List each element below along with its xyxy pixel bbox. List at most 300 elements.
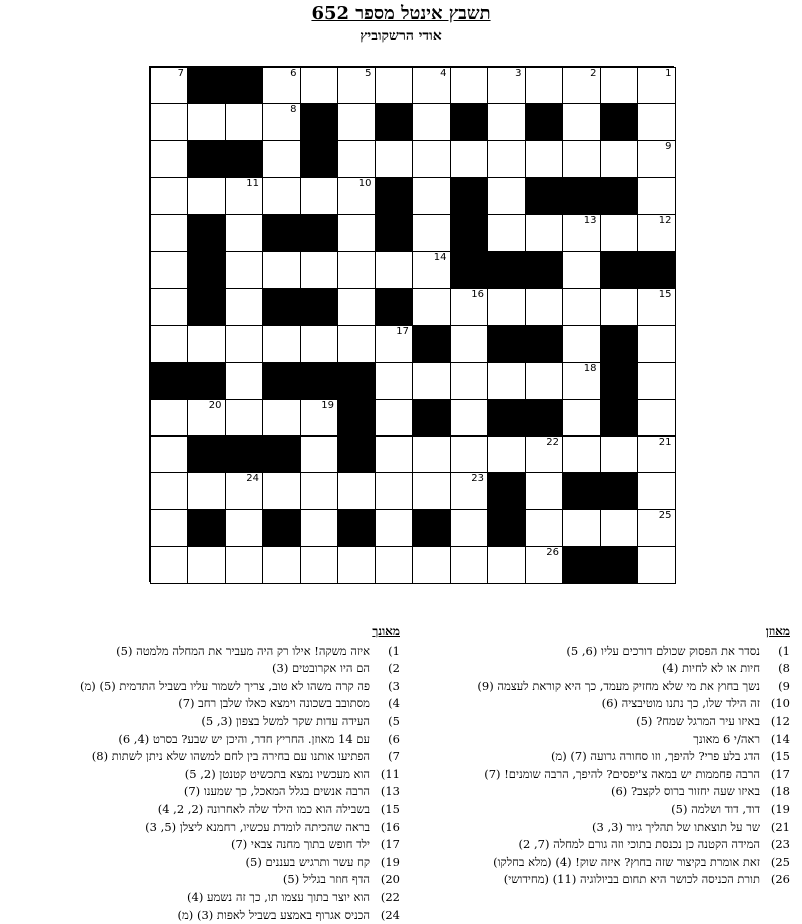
grid-cell[interactable] [637, 436, 676, 474]
grid-cell[interactable] [300, 546, 339, 584]
down-clue [4, 678, 400, 696]
grid-cell-black [225, 140, 264, 178]
clue-text: תורת הכניסה לכושר היא תחום בביולוגיה (11) (מחידושי) [504, 872, 760, 886]
grid-cell-black [262, 362, 301, 400]
grid-cell-black [600, 546, 639, 584]
grid-cell[interactable] [637, 509, 676, 547]
grid-cell-black [412, 399, 451, 437]
grid-cell[interactable] [637, 399, 676, 437]
clue-number: 6 [290, 69, 296, 79]
grid-cell-black [600, 177, 639, 215]
grid-cell[interactable] [225, 362, 264, 400]
clue-num: 15) [378, 801, 400, 819]
grid-cell-black [600, 325, 639, 363]
down-clue [4, 783, 400, 801]
grid-cell-black [225, 67, 264, 105]
grid-cell[interactable] [300, 399, 339, 437]
clue-text: מסתובב בשכונה וימצא כאלו שלבן רחב (7) [178, 696, 370, 710]
grid-cell[interactable] [525, 472, 564, 510]
clue-text: חיות או לא לחיות (4) [662, 661, 760, 675]
grid-cell-black [300, 140, 339, 178]
grid-cell[interactable] [187, 399, 226, 437]
clue-text: באיזו עיר המרגל שמח? (5) [636, 714, 760, 728]
grid-cell-black [487, 251, 526, 289]
grid-cell-black [300, 288, 339, 326]
grid-cell[interactable] [525, 509, 564, 547]
clue-number: 1 [665, 69, 671, 79]
grid-cell[interactable] [562, 288, 601, 326]
clue-number: 13 [584, 216, 597, 226]
clue-text: ראה/י 6 מאונך [693, 732, 760, 746]
across-clue [410, 643, 790, 661]
clue-num: 14) [768, 731, 790, 749]
grid-cell[interactable] [262, 67, 301, 105]
grid-cell-black [187, 288, 226, 326]
grid-cell[interactable] [412, 67, 451, 105]
down-clues [4, 623, 400, 924]
clue-number: 22 [546, 438, 559, 448]
grid-cell[interactable] [600, 436, 639, 474]
grid-cell[interactable] [375, 140, 414, 178]
grid-cell[interactable] [150, 103, 189, 141]
grid-cell[interactable] [337, 177, 376, 215]
clue-number: 20 [209, 401, 222, 411]
grid-cell[interactable] [525, 362, 564, 400]
clue-text: הפתיעו אותנו עם בחירה בין לחם למשהו שלא ניתן לשתות (8) [92, 749, 370, 763]
grid-cell-black [187, 436, 226, 474]
grid-cell[interactable] [562, 214, 601, 252]
grid-cell-black [262, 288, 301, 326]
clue-text: הדג בלע פרי? להיפך, וזו סחורה גרועה (7) (מ) [551, 749, 760, 763]
grid-cell-black [187, 362, 226, 400]
grid-cell-black [375, 288, 414, 326]
grid-cell-black [187, 67, 226, 105]
across-clue [410, 783, 790, 801]
clue-num: 12) [768, 713, 790, 731]
grid-cell-black [487, 472, 526, 510]
clue-number: 7 [178, 69, 184, 79]
down-clue [4, 907, 400, 924]
clue-num: 17) [378, 836, 400, 854]
grid-cell[interactable] [150, 214, 189, 252]
grid-cell[interactable] [450, 140, 489, 178]
clue-number: 5 [365, 69, 371, 79]
grid-cell[interactable] [337, 472, 376, 510]
clue-number: 18 [584, 364, 597, 374]
across-clue [410, 871, 790, 889]
grid-cell[interactable] [412, 546, 451, 584]
grid-cell[interactable] [337, 325, 376, 363]
grid-cell[interactable] [225, 177, 264, 215]
down-clue [4, 695, 400, 713]
across-clue [410, 819, 790, 837]
grid-cell[interactable] [637, 214, 676, 252]
grid-cell[interactable] [412, 177, 451, 215]
clue-text: קח עשר ותרגיש בעננים (5) [246, 855, 370, 869]
clue-text: פה קרה משהו לא טוב, צריך לשמור עליו בשביל התדמית (5) (מ) [80, 679, 370, 693]
grid-cell[interactable] [487, 436, 526, 474]
grid-cell[interactable] [450, 67, 489, 105]
grid-cell[interactable] [487, 103, 526, 141]
across-clue [410, 695, 790, 713]
grid-cell-black [600, 103, 639, 141]
grid-cell[interactable] [150, 288, 189, 326]
grid-cell[interactable] [562, 140, 601, 178]
grid-cell-black [337, 436, 376, 474]
clue-number: 17 [396, 327, 409, 337]
grid-cell-black [525, 399, 564, 437]
grid-cell[interactable] [600, 214, 639, 252]
grid-cell[interactable] [262, 103, 301, 141]
clue-number: 9 [665, 142, 671, 152]
grid-cell[interactable] [225, 509, 264, 547]
clue-text: זאת אומרת בקיצור שזה בחוץ? איזה שוק! (4) (מלא בחלקו) [493, 855, 760, 869]
grid-cell-black [187, 214, 226, 252]
across-heading: מאוזן [410, 623, 790, 641]
clue-text: דוד, דוד ושלמה (5) [671, 802, 760, 816]
grid-cell[interactable] [637, 472, 676, 510]
down-clue [4, 748, 400, 766]
grid-cell[interactable] [375, 325, 414, 363]
clue-number: 21 [659, 438, 672, 448]
grid-cell[interactable] [412, 288, 451, 326]
clue-text: נשך בחוץ את מי שלא מחזיק מעמד, כך היא קוראת לעצמה (9) [477, 679, 760, 693]
grid-cell-black [300, 103, 339, 141]
grid-cell-black [562, 472, 601, 510]
clue-text: עם 14 מאוזן. החריץ חדר, והיכן יש שבע? בסרט (4, 6) [118, 732, 370, 746]
across-clue [410, 766, 790, 784]
grid-cell-black [525, 103, 564, 141]
clue-num: 16) [378, 819, 400, 837]
across-clue [410, 801, 790, 819]
clue-num: 9) [768, 678, 790, 696]
grid-cell[interactable] [150, 67, 189, 105]
clue-number: 23 [471, 474, 484, 484]
grid-cell[interactable] [262, 546, 301, 584]
across-clue [410, 854, 790, 872]
down-clue [4, 713, 400, 731]
clue-number: 2 [590, 69, 596, 79]
grid-cell-black [337, 399, 376, 437]
grid-cell[interactable] [262, 325, 301, 363]
puzzle-title: תשבץ אינטל מספר 652 [0, 3, 802, 24]
grid-cell[interactable] [412, 214, 451, 252]
grid-cell[interactable] [412, 436, 451, 474]
grid-cell[interactable] [600, 67, 639, 105]
grid-cell[interactable] [337, 140, 376, 178]
grid-cell[interactable] [225, 103, 264, 141]
grid-cell[interactable] [600, 288, 639, 326]
grid-cell[interactable] [150, 251, 189, 289]
grid-cell[interactable] [637, 288, 676, 326]
clue-num: 1) [378, 643, 400, 661]
down-heading: מאונך [4, 623, 400, 641]
down-clue [4, 731, 400, 749]
grid-cell[interactable] [412, 103, 451, 141]
clue-num: 7) [378, 748, 400, 766]
grid-cell[interactable] [225, 214, 264, 252]
grid-cell-black [600, 399, 639, 437]
grid-cell[interactable] [262, 177, 301, 215]
clue-num: 6) [378, 731, 400, 749]
grid-cell[interactable] [375, 67, 414, 105]
across-clue [410, 731, 790, 749]
grid-cell[interactable] [600, 140, 639, 178]
clue-num: 22) [378, 889, 400, 907]
grid-cell[interactable] [187, 177, 226, 215]
grid-cell[interactable] [487, 288, 526, 326]
grid-cell[interactable] [450, 362, 489, 400]
clue-number: 24 [246, 474, 259, 484]
grid-cell[interactable] [525, 67, 564, 105]
grid-cell[interactable] [187, 325, 226, 363]
grid-cell-black [600, 472, 639, 510]
grid-cell[interactable] [450, 472, 489, 510]
down-clue [4, 889, 400, 907]
grid-cell[interactable] [375, 472, 414, 510]
grid-cell-black [225, 436, 264, 474]
grid-cell[interactable] [637, 362, 676, 400]
down-clue [4, 643, 400, 661]
grid-cell[interactable] [487, 140, 526, 178]
clue-number: 14 [434, 253, 447, 263]
grid-cell[interactable] [487, 214, 526, 252]
grid-cell[interactable] [262, 251, 301, 289]
grid-cell-black [450, 103, 489, 141]
grid-cell-black [487, 325, 526, 363]
author-name: אודי הרשקוביץ [0, 28, 802, 45]
grid-cell[interactable] [375, 509, 414, 547]
grid-cell[interactable] [375, 546, 414, 584]
across-clue [410, 713, 790, 731]
grid-cell[interactable] [187, 472, 226, 510]
grid-cell[interactable] [225, 546, 264, 584]
down-clue-list [4, 643, 400, 924]
clue-num: 3) [378, 678, 400, 696]
clue-num: 24) [378, 907, 400, 924]
clue-number: 16 [471, 290, 484, 300]
grid-cell[interactable] [300, 251, 339, 289]
crossword-grid [149, 66, 674, 582]
grid-cell-black [450, 214, 489, 252]
grid-cell[interactable] [450, 325, 489, 363]
grid-cell[interactable] [637, 546, 676, 584]
grid-cell[interactable] [337, 251, 376, 289]
grid-cell[interactable] [337, 288, 376, 326]
grid-cell[interactable] [300, 177, 339, 215]
grid-cell[interactable] [337, 214, 376, 252]
grid-cell-black [487, 399, 526, 437]
grid-cell[interactable] [562, 509, 601, 547]
clue-number: 25 [659, 511, 672, 521]
grid-cell[interactable] [637, 103, 676, 141]
grid-cell[interactable] [150, 177, 189, 215]
grid-cell[interactable] [637, 140, 676, 178]
grid-cell[interactable] [412, 251, 451, 289]
clue-text: בשבילה הוא כמו הילד שלה לאחרונה (2, 2, 4) [158, 802, 370, 816]
grid-cell[interactable] [487, 546, 526, 584]
grid-cell[interactable] [637, 325, 676, 363]
down-clue [4, 836, 400, 854]
grid-cell[interactable] [450, 546, 489, 584]
grid-cell[interactable] [337, 103, 376, 141]
grid-cell[interactable] [375, 251, 414, 289]
clue-text: הדף חוזר בגליל (5) [283, 872, 370, 886]
grid-cell[interactable] [637, 67, 676, 105]
grid-cell[interactable] [225, 325, 264, 363]
clue-num: 25) [768, 854, 790, 872]
clue-text: נסדר את הפסוק שכולם דורכים עליו (6, 5) [566, 644, 760, 658]
across-clue [410, 836, 790, 854]
grid-cell[interactable] [225, 399, 264, 437]
grid-cell[interactable] [562, 399, 601, 437]
grid-cell[interactable] [187, 546, 226, 584]
grid-cell[interactable] [225, 251, 264, 289]
clue-text: הם היו אקרובטים (3) [272, 661, 370, 675]
grid-cell[interactable] [262, 472, 301, 510]
grid-cell-black [375, 177, 414, 215]
grid-cell-black [487, 509, 526, 547]
clue-num: 26) [768, 871, 790, 889]
grid-cell[interactable] [337, 546, 376, 584]
clue-num: 19) [378, 854, 400, 872]
grid-cell[interactable] [450, 436, 489, 474]
grid-cell[interactable] [150, 140, 189, 178]
grid-cell-black [375, 103, 414, 141]
grid-cell[interactable] [562, 103, 601, 141]
grid-cell-black [600, 251, 639, 289]
clue-num: 13) [378, 783, 400, 801]
clue-num: 19) [768, 801, 790, 819]
clue-num: 21) [768, 819, 790, 837]
grid-cell[interactable] [525, 546, 564, 584]
clue-text: הוא יוצר בתוך עצמו תו, כך זה נשמע (4) [187, 890, 370, 904]
grid-cell[interactable] [150, 325, 189, 363]
grid-cell-black [525, 251, 564, 289]
clue-number: 8 [290, 105, 296, 115]
grid-cell-black [262, 509, 301, 547]
grid-cell[interactable] [300, 436, 339, 474]
clue-text: שר על תוצאתו של תהליך גיור (3, 3) [592, 820, 760, 834]
grid-cell[interactable] [300, 67, 339, 105]
down-clue [4, 871, 400, 889]
grid-cell-black [187, 251, 226, 289]
grid-cell[interactable] [562, 362, 601, 400]
clue-num: 5) [378, 713, 400, 731]
clue-num: 18) [768, 783, 790, 801]
grid-cell-black [300, 214, 339, 252]
clue-text: הרבה פחממות יש במאה צ'יפסים? להיפך, הרבה שומנים! (7) [484, 767, 760, 781]
grid-cell[interactable] [562, 67, 601, 105]
clue-num: 8) [768, 660, 790, 678]
grid-cell-black [300, 362, 339, 400]
clue-number: 10 [359, 179, 372, 189]
clue-num: 15) [768, 748, 790, 766]
clue-text: באיזו שעה יחזור ברוס לקצב? (6) [611, 784, 760, 798]
grid-cell[interactable] [375, 436, 414, 474]
clue-num: 10) [768, 695, 790, 713]
clue-text: העידה עדות שקר למשל בצפון (3, 5) [201, 714, 370, 728]
grid-cell[interactable] [487, 67, 526, 105]
grid-cell[interactable] [300, 509, 339, 547]
grid-cell[interactable] [412, 472, 451, 510]
grid-cell[interactable] [225, 288, 264, 326]
clue-number: 3 [515, 69, 521, 79]
grid-cell[interactable] [187, 103, 226, 141]
across-clue-list [410, 643, 790, 889]
grid-cell-black [525, 325, 564, 363]
clue-text: ילד חופש בתוך מחנה צבאי (7) [231, 837, 370, 851]
grid-cell[interactable] [225, 472, 264, 510]
grid-cell[interactable] [525, 140, 564, 178]
grid-cell[interactable] [150, 472, 189, 510]
grid-cell-black [187, 140, 226, 178]
grid-cell[interactable] [487, 362, 526, 400]
grid-cell[interactable] [525, 214, 564, 252]
grid-cell[interactable] [150, 399, 189, 437]
clue-num: 4) [378, 695, 400, 713]
clue-number: 19 [321, 401, 334, 411]
grid-cell-black [337, 362, 376, 400]
down-clue [4, 766, 400, 784]
grid-cell[interactable] [150, 509, 189, 547]
across-clues [410, 623, 790, 889]
clue-text: הוא מעכשיו נמצא בתכשיט קטנטן (2, 5) [185, 767, 370, 781]
grid-cell[interactable] [150, 436, 189, 474]
grid-cell-black [562, 546, 601, 584]
clue-text: בראה שהכיתה לומדת עכשיו, רחמנא ליצלן (5, 3) [145, 820, 370, 834]
clue-num: 11) [378, 766, 400, 784]
grid-cell-black [375, 214, 414, 252]
grid-cell[interactable] [600, 509, 639, 547]
grid-cell[interactable] [525, 436, 564, 474]
grid-cell-black [337, 509, 376, 547]
clue-text: זה הילד שלו, כך נתנו מוטיבציה (6) [602, 696, 760, 710]
grid-cell[interactable] [412, 140, 451, 178]
grid-cell[interactable] [562, 436, 601, 474]
across-clue [410, 678, 790, 696]
grid-cell[interactable] [262, 399, 301, 437]
clue-text: איזה משקה! אילו רק היה מעביר את המחלה מלמטה (5) [116, 644, 370, 658]
grid-cell[interactable] [450, 399, 489, 437]
grid-cell[interactable] [487, 177, 526, 215]
grid-cell[interactable] [525, 288, 564, 326]
grid-cell[interactable] [337, 67, 376, 105]
grid-cell-black [450, 251, 489, 289]
grid-cell[interactable] [562, 325, 601, 363]
grid-cell-black [525, 177, 564, 215]
grid-cell[interactable] [300, 472, 339, 510]
grid-cell-black [450, 177, 489, 215]
clue-number: 15 [659, 290, 672, 300]
clue-num: 23) [768, 836, 790, 854]
clue-num: 1) [768, 643, 790, 661]
grid-cell[interactable] [450, 509, 489, 547]
grid-cell[interactable] [375, 399, 414, 437]
grid-cell[interactable] [262, 140, 301, 178]
grid-cell[interactable] [637, 177, 676, 215]
clue-number: 26 [546, 548, 559, 558]
grid-cell[interactable] [412, 362, 451, 400]
clue-text: הכניס אגרוף באמצע בשביל לאפות (3) (מ) [178, 908, 371, 922]
grid-cell[interactable] [562, 251, 601, 289]
grid-cell[interactable] [300, 325, 339, 363]
down-clue [4, 854, 400, 872]
grid-cell[interactable] [150, 546, 189, 584]
grid-cell[interactable] [450, 288, 489, 326]
across-clue [410, 660, 790, 678]
grid-cell[interactable] [375, 362, 414, 400]
